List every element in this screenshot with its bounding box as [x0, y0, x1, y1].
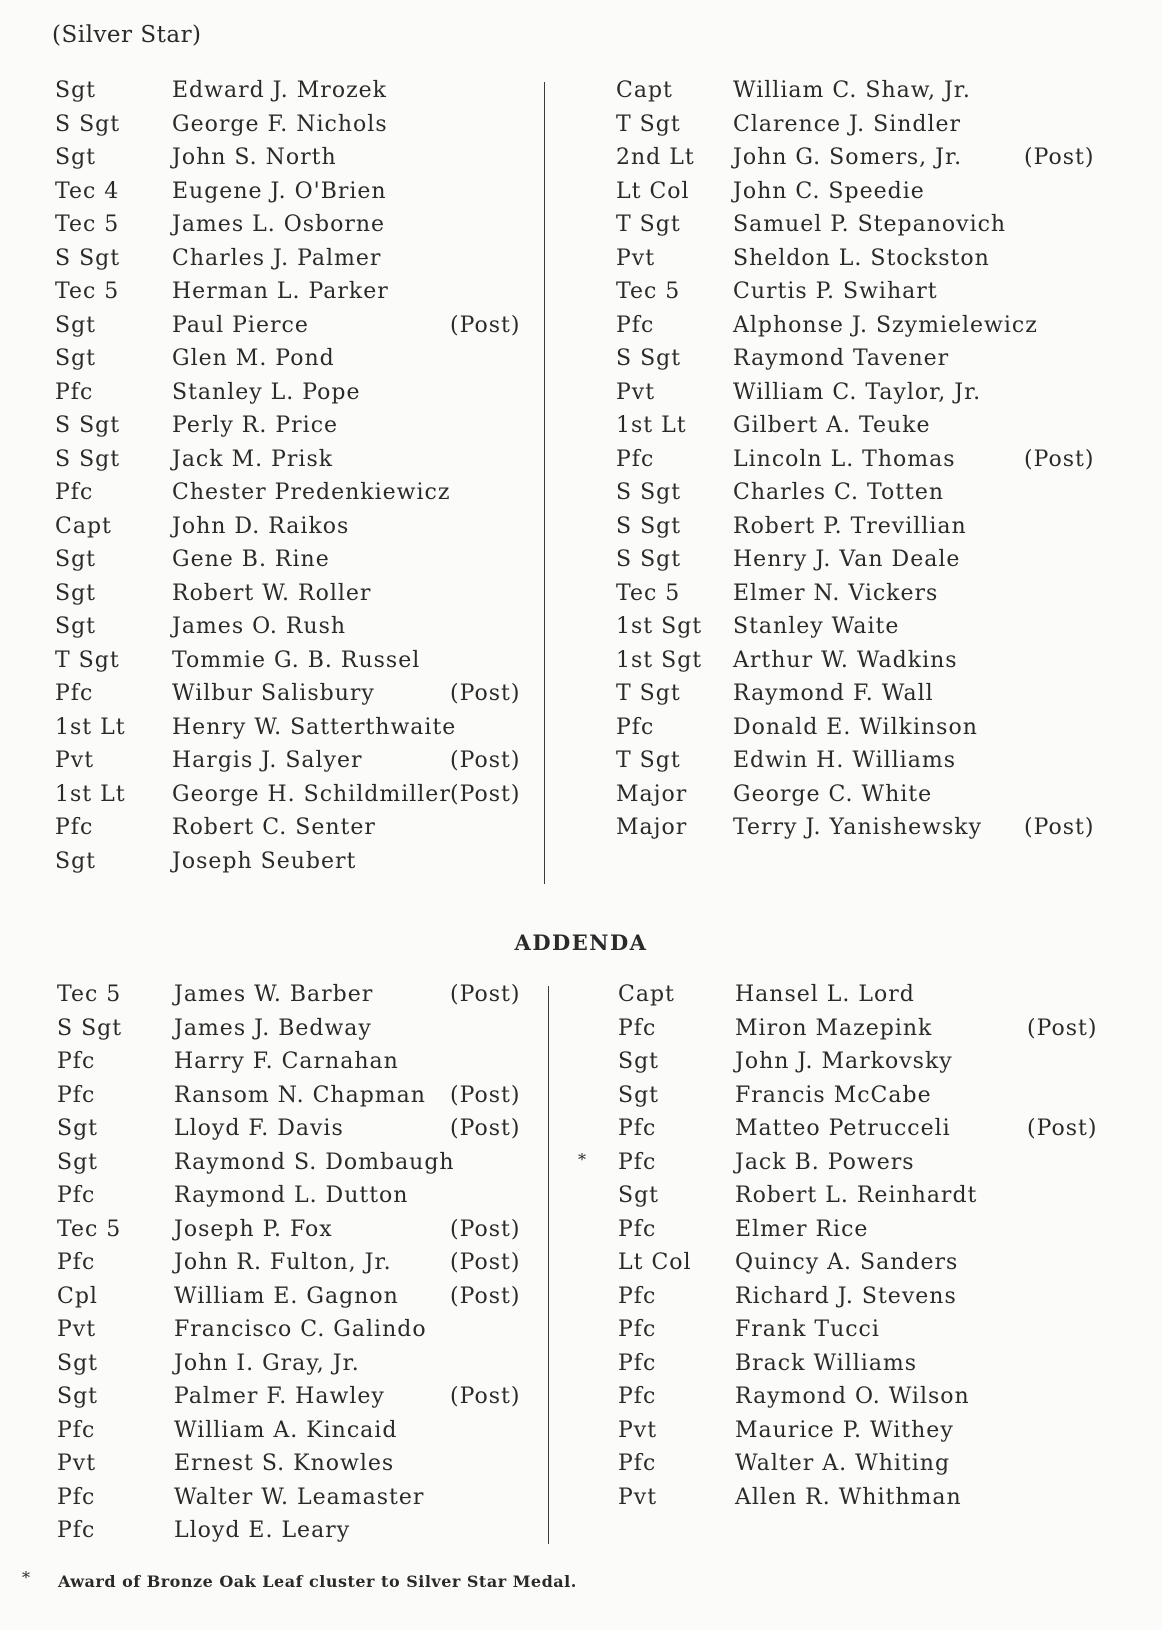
roster-row: [57, 1284, 537, 1318]
roster-row: [55, 581, 535, 615]
rank-label: S Sgt: [616, 480, 682, 505]
roster-row: [55, 648, 535, 682]
rank-label: Pfc: [57, 1484, 96, 1510]
roster-row: [616, 547, 1106, 581]
posthumous-label: (Post): [450, 1384, 521, 1409]
recipient-name: Richard J. Stevens: [735, 1283, 957, 1309]
roster-row: [57, 1518, 537, 1552]
rank-label: Pfc: [55, 480, 94, 505]
bottom-right-column: [578, 982, 1108, 1518]
rank-label: Major: [616, 781, 688, 807]
recipient-name: Charles J. Palmer: [172, 245, 382, 271]
recipient-name: Chester Predenkiewicz: [172, 480, 451, 505]
roster-row: [616, 179, 1106, 213]
rank-label: Sgt: [618, 1082, 659, 1108]
roster-row: [618, 1384, 1108, 1418]
posthumous-label: (Post): [1027, 1116, 1098, 1141]
recipient-name: John C. Speedie: [733, 178, 925, 204]
recipient-name: Joseph P. Fox: [174, 1216, 333, 1242]
roster-row: [57, 1351, 537, 1385]
recipient-name: Donald E. Wilkinson: [733, 714, 978, 740]
roster-row: [616, 346, 1106, 380]
recipient-name: William C. Taylor, Jr.: [733, 379, 982, 405]
roster-row: [618, 1217, 1108, 1251]
roster-row: [55, 849, 535, 883]
roster-row: [55, 145, 535, 179]
roster-row: [55, 246, 535, 280]
rank-label: Pfc: [618, 1216, 657, 1242]
roster-row: [618, 1116, 1108, 1150]
roster-row: [618, 1016, 1108, 1050]
rank-label: Sgt: [55, 346, 96, 371]
recipient-name: Ernest S. Knowles: [174, 1451, 395, 1476]
recipient-name: James W. Barber: [174, 982, 374, 1007]
recipient-name: James O. Rush: [172, 614, 347, 639]
footnote-asterisk: *: [22, 1568, 31, 1587]
posthumous-label: (Post): [450, 1283, 521, 1309]
posthumous-label: (Post): [450, 312, 521, 338]
recipient-name: Raymond O. Wilson: [735, 1384, 970, 1409]
recipient-name: Raymond L. Dutton: [174, 1183, 409, 1208]
posthumous-label: (Post): [450, 982, 521, 1007]
recipient-name: Francis McCabe: [735, 1082, 932, 1108]
rank-label: Pfc: [57, 1518, 96, 1543]
posthumous-label: (Post): [1024, 145, 1095, 170]
recipient-name: Eugene J. O'Brien: [172, 178, 387, 204]
roster-row: [57, 1150, 537, 1184]
recipient-name: George C. White: [733, 781, 933, 807]
recipient-name: Tommie G. B. Russel: [172, 647, 421, 673]
recipient-name: Walter A. Whiting: [735, 1451, 951, 1476]
rank-label: Pfc: [618, 1350, 657, 1376]
roster-row: [57, 1217, 537, 1251]
rank-label: Sgt: [55, 78, 96, 103]
roster-row: [616, 413, 1106, 447]
roster-row: [616, 246, 1106, 280]
roster-row: [57, 1451, 537, 1485]
rank-label: Pfc: [618, 1283, 657, 1309]
roster-row: [616, 715, 1106, 749]
recipient-name: William C. Shaw, Jr.: [733, 78, 971, 103]
recipient-name: Maurice P. Withey: [735, 1417, 954, 1443]
recipient-name: Lincoln L. Thomas: [733, 446, 956, 472]
posthumous-label: (Post): [450, 1250, 521, 1275]
roster-row: [616, 145, 1106, 179]
rank-label: Pfc: [57, 1250, 96, 1275]
recipient-name: George F. Nichols: [172, 111, 388, 137]
rank-label: Sgt: [57, 1116, 98, 1141]
roster-row: [578, 1149, 1108, 1184]
roster-row: [616, 447, 1106, 481]
rank-label: Lt Col: [616, 178, 690, 204]
recipient-name: Lloyd E. Leary: [174, 1518, 351, 1543]
roster-row: [55, 681, 535, 715]
roster-row: [55, 547, 535, 581]
roster-row: [55, 815, 535, 849]
recipient-name: Walter W. Leamaster: [174, 1484, 425, 1510]
rank-label: Tec 5: [55, 279, 120, 304]
recipient-name: Wilbur Salisbury: [172, 681, 375, 706]
rank-label: Sgt: [57, 1350, 98, 1376]
rank-label: Sgt: [57, 1384, 98, 1409]
rank-label: Tec 5: [616, 580, 681, 606]
recipient-name: Edward J. Mrozek: [172, 78, 388, 103]
recipient-name: Samuel P. Stepanovich: [733, 212, 1007, 237]
recipient-name: Harry F. Carnahan: [174, 1049, 399, 1074]
rank-label: Pfc: [618, 1015, 657, 1041]
posthumous-label: (Post): [1024, 446, 1095, 472]
roster-row: [57, 1083, 537, 1117]
top-right-column: [616, 78, 1106, 849]
addenda-title: ADDENDA: [514, 930, 648, 955]
posthumous-label: (Post): [450, 1116, 521, 1141]
rank-label: S Sgt: [55, 245, 121, 271]
rank-label: Tec 4: [55, 178, 120, 204]
posthumous-label: (Post): [450, 748, 521, 773]
top-left-column: [55, 78, 535, 882]
roster-row: [616, 748, 1106, 782]
rank-label: Pvt: [618, 1484, 658, 1510]
rank-label: T Sgt: [55, 647, 120, 673]
recipient-name: Elmer N. Vickers: [733, 580, 939, 606]
roster-row: [616, 614, 1106, 648]
rank-label: Pvt: [616, 379, 656, 405]
recipient-name: Charles C. Totten: [733, 480, 945, 505]
rank-label: Sgt: [618, 1183, 659, 1208]
rank-label: T Sgt: [616, 681, 681, 706]
bottom-column-divider: [548, 986, 549, 1544]
roster-row: [616, 681, 1106, 715]
roster-row: [618, 1451, 1108, 1485]
rank-label: 1st Lt: [55, 714, 126, 740]
roster-row: [55, 179, 535, 213]
rank-label: Pfc: [616, 714, 655, 740]
roster-row: [55, 112, 535, 146]
rank-label: 1st Lt: [55, 781, 126, 807]
recipient-name: James J. Bedway: [174, 1015, 372, 1041]
rank-label: Pfc: [55, 681, 94, 706]
rank-label: Pvt: [57, 1451, 97, 1476]
rank-label: Tec 5: [55, 212, 120, 237]
recipient-name: Quincy A. Sanders: [735, 1250, 959, 1275]
rank-label: S Sgt: [616, 547, 682, 572]
rank-label: S Sgt: [616, 346, 682, 371]
recipient-name: Robert C. Senter: [172, 815, 376, 840]
roster-row: [616, 279, 1106, 313]
recipient-name: Raymond Tavener: [733, 346, 950, 371]
roster-row: [618, 1317, 1108, 1351]
rank-label: Pvt: [55, 748, 95, 773]
roster-row: [55, 748, 535, 782]
recipient-name: James L. Osborne: [172, 212, 386, 237]
recipient-name: Stanley L. Pope: [172, 379, 361, 405]
roster-row: [618, 1083, 1108, 1117]
recipient-name: Gilbert A. Teuke: [733, 413, 931, 438]
rank-label: Pvt: [57, 1317, 97, 1342]
recipient-name: Frank Tucci: [735, 1317, 880, 1342]
recipient-name: John D. Raikos: [172, 513, 350, 539]
posthumous-label: (Post): [450, 1082, 521, 1108]
recipient-name: Robert P. Trevillian: [733, 513, 967, 539]
recipient-name: Allen R. Whithman: [735, 1484, 962, 1510]
roster-row: [55, 782, 535, 816]
posthumous-label: (Post): [450, 681, 521, 706]
recipient-name: John S. North: [172, 145, 337, 170]
recipient-name: Sheldon L. Stockston: [733, 245, 990, 271]
recipient-name: John G. Somers, Jr.: [733, 145, 963, 170]
rank-label: Lt Col: [618, 1250, 692, 1275]
recipient-name: Glen M. Pond: [172, 346, 335, 371]
roster-row: [55, 212, 535, 246]
roster-row: [616, 581, 1106, 615]
recipient-name: John I. Gray, Jr.: [174, 1350, 360, 1376]
rank-label: T Sgt: [616, 748, 681, 773]
recipient-name: Hansel L. Lord: [735, 982, 915, 1007]
rank-label: Pfc: [618, 1149, 657, 1175]
recipient-name: William A. Kincaid: [174, 1417, 398, 1443]
recipient-name: Paul Pierce: [172, 312, 309, 338]
roster-row: [55, 313, 535, 347]
posthumous-label: (Post): [1027, 1015, 1098, 1041]
roster-row: [55, 78, 535, 112]
roster-row: [55, 413, 535, 447]
roster-row: [618, 1485, 1108, 1519]
rank-label: Sgt: [55, 848, 96, 874]
rank-label: Pfc: [618, 1384, 657, 1409]
recipient-name: Palmer F. Hawley: [174, 1384, 385, 1409]
rank-label: S Sgt: [55, 446, 121, 472]
recipient-name: Clarence J. Sindler: [733, 111, 962, 137]
roster-row: [57, 1485, 537, 1519]
roster-row: [57, 1384, 537, 1418]
recipient-name: Jack B. Powers: [735, 1149, 915, 1175]
rank-label: Capt: [55, 513, 112, 539]
rank-label: Sgt: [55, 614, 96, 639]
posthumous-label: (Post): [1024, 815, 1095, 840]
rank-label: Pfc: [57, 1082, 96, 1108]
posthumous-label: (Post): [450, 1216, 521, 1242]
rank-label: Pfc: [616, 312, 655, 338]
roster-row: [618, 1183, 1108, 1217]
rank-label: Cpl: [57, 1283, 98, 1309]
rank-label: S Sgt: [57, 1015, 123, 1041]
recipient-name: Ransom N. Chapman: [174, 1082, 426, 1108]
rank-label: Tec 5: [57, 982, 122, 1007]
roster-row: [618, 1284, 1108, 1318]
footnote-text: Award of Bronze Oak Leaf cluster to Silver Star Medal.: [58, 1572, 577, 1591]
recipient-name: Hargis J. Salyer: [172, 748, 363, 773]
rank-label: Tec 5: [57, 1216, 122, 1242]
rank-label: Major: [616, 815, 688, 840]
rank-label: Pfc: [55, 379, 94, 405]
section-header: (Silver Star): [52, 22, 202, 48]
recipient-name: Herman L. Parker: [172, 279, 389, 304]
roster-row: [616, 480, 1106, 514]
roster-row: [616, 514, 1106, 548]
rank-label: Pfc: [618, 1451, 657, 1476]
rank-label: Sgt: [55, 547, 96, 572]
asterisk-marker: *: [578, 1149, 587, 1169]
rank-label: Pfc: [55, 815, 94, 840]
roster-row: [55, 447, 535, 481]
roster-row: [57, 1418, 537, 1452]
rank-label: Pvt: [616, 245, 656, 271]
roster-row: [57, 1049, 537, 1083]
recipient-name: Stanley Waite: [733, 614, 900, 639]
roster-row: [55, 279, 535, 313]
recipient-name: Elmer Rice: [735, 1216, 869, 1242]
roster-row: [57, 1250, 537, 1284]
roster-row: [618, 1250, 1108, 1284]
recipient-name: Terry J. Yanishewsky: [733, 815, 983, 840]
roster-row: [57, 1116, 537, 1150]
roster-row: [55, 614, 535, 648]
rank-label: Sgt: [55, 580, 96, 606]
recipient-name: George H. Schildmiller: [172, 781, 451, 807]
roster-row: [616, 112, 1106, 146]
recipient-name: Robert L. Reinhardt: [735, 1183, 978, 1208]
recipient-name: John J. Markovsky: [735, 1049, 953, 1074]
recipient-name: Arthur W. Wadkins: [733, 647, 958, 673]
rank-label: 1st Sgt: [616, 647, 703, 673]
rank-label: 1st Lt: [616, 413, 687, 438]
recipient-name: Henry J. Van Deale: [733, 547, 961, 572]
rank-label: Pfc: [616, 446, 655, 472]
rank-label: S Sgt: [616, 513, 682, 539]
recipient-name: Raymond S. Dombaugh: [174, 1149, 455, 1175]
roster-row: [57, 1317, 537, 1351]
rank-label: 2nd Lt: [616, 145, 695, 170]
recipient-name: John R. Fulton, Jr.: [174, 1250, 392, 1275]
rank-label: Pvt: [618, 1417, 658, 1443]
bottom-left-column: [57, 982, 537, 1552]
rank-label: T Sgt: [616, 111, 681, 137]
recipient-name: Miron Mazepink: [735, 1015, 933, 1041]
rank-label: Sgt: [55, 145, 96, 170]
rank-label: Pfc: [618, 1317, 657, 1342]
roster-row: [57, 1183, 537, 1217]
roster-row: [616, 313, 1106, 347]
recipient-name: Francisco C. Galindo: [174, 1317, 427, 1342]
roster-row: [57, 982, 537, 1016]
recipient-name: Alphonse J. Szymielewicz: [733, 312, 1038, 338]
rank-label: Tec 5: [616, 279, 681, 304]
roster-row: [616, 815, 1106, 849]
rank-label: Sgt: [618, 1049, 659, 1074]
roster-row: [616, 380, 1106, 414]
recipient-name: William E. Gagnon: [174, 1283, 399, 1309]
rank-label: Capt: [618, 982, 675, 1007]
roster-row: [616, 78, 1106, 112]
roster-row: [55, 514, 535, 548]
roster-row: [616, 212, 1106, 246]
recipient-name: Curtis P. Swihart: [733, 279, 938, 304]
roster-row: [616, 648, 1106, 682]
rank-label: Pfc: [57, 1417, 96, 1443]
recipient-name: Gene B. Rine: [172, 547, 330, 572]
rank-label: S Sgt: [55, 111, 121, 137]
rank-label: Sgt: [55, 312, 96, 338]
rank-label: Pfc: [57, 1183, 96, 1208]
rank-label: Sgt: [57, 1149, 98, 1175]
recipient-name: Brack Williams: [735, 1350, 918, 1376]
rank-label: Pfc: [618, 1116, 657, 1141]
rank-label: T Sgt: [616, 212, 681, 237]
recipient-name: Raymond F. Wall: [733, 681, 934, 706]
rank-label: 1st Sgt: [616, 614, 703, 639]
roster-row: [618, 982, 1108, 1016]
recipient-name: Robert W. Roller: [172, 580, 372, 606]
top-column-divider: [544, 82, 545, 884]
roster-row: [618, 1351, 1108, 1385]
posthumous-label: (Post): [450, 781, 521, 807]
roster-row: [618, 1418, 1108, 1452]
roster-row: [55, 715, 535, 749]
recipient-name: Jack M. Prisk: [172, 446, 334, 472]
recipient-name: Henry W. Satterthwaite: [172, 714, 457, 740]
roster-row: [55, 480, 535, 514]
recipient-name: Perly R. Price: [172, 413, 339, 438]
rank-label: S Sgt: [55, 413, 121, 438]
roster-row: [618, 1049, 1108, 1083]
rank-label: Pfc: [57, 1049, 96, 1074]
recipient-name: Edwin H. Williams: [733, 748, 956, 773]
roster-row: [55, 380, 535, 414]
rank-label: Capt: [616, 78, 673, 103]
recipient-name: Matteo Petrucceli: [735, 1116, 951, 1141]
roster-row: [616, 782, 1106, 816]
recipient-name: Lloyd F. Davis: [174, 1116, 344, 1141]
roster-row: [57, 1016, 537, 1050]
recipient-name: Joseph Seubert: [172, 848, 357, 874]
roster-row: [55, 346, 535, 380]
